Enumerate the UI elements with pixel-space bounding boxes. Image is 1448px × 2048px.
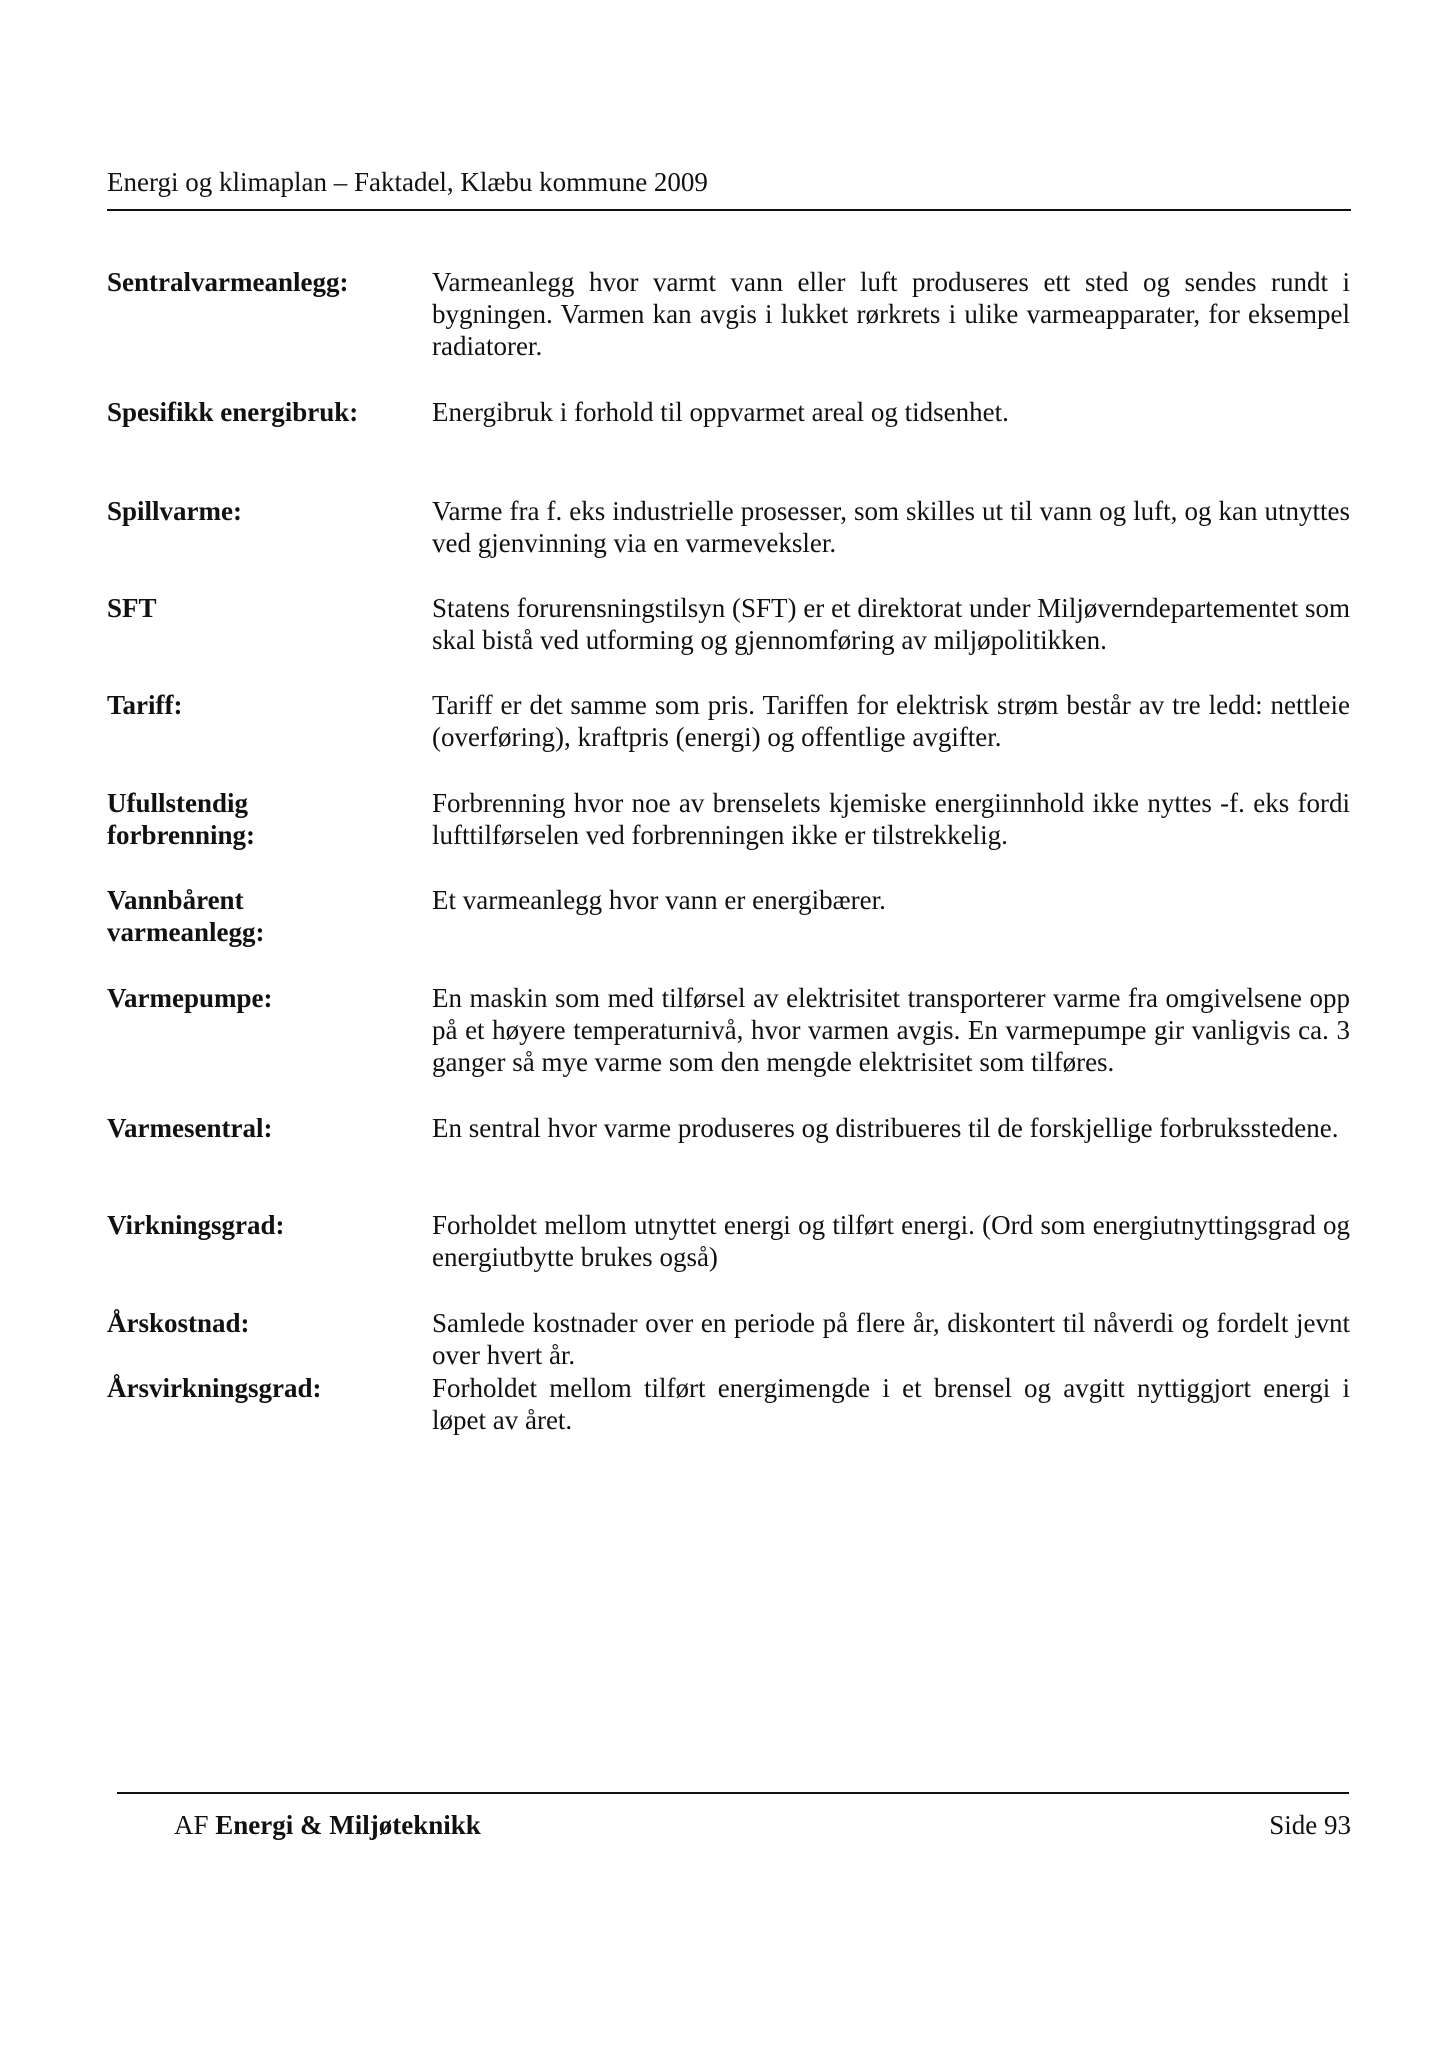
glossary-definition: Varmeanlegg hvor varmt vann eller luft produseres ett sted og sendes rundt i bygningen. Varmen kan avgis i lukket rørkrets i ulike varmeapparater, for eksempel radiatorer. <box>432 267 1350 361</box>
glossary-term: Tariff: <box>107 690 183 720</box>
glossary-term: Virkningsgrad: <box>107 1210 285 1240</box>
glossary-term: Årskostnad: <box>107 1308 250 1338</box>
glossary-definition: Energibruk i forhold til oppvarmet areal og tidsenhet. <box>432 397 1009 427</box>
glossary-term: Varmepumpe: <box>107 983 273 1013</box>
glossary-term: Ufullstendig forbrenning: <box>107 788 256 850</box>
glossary-definition: Statens forurensningstilsyn (SFT) er et direktorat under Miljøverndepartementet som skal bistå ved utforming og gjennomføring av miljøpolitikken. <box>432 593 1350 655</box>
glossary-term: SFT <box>107 593 157 623</box>
footer-org-name: Energi & Miljøteknikk <box>215 1810 481 1840</box>
glossary-definition: Samlede kostnader over en periode på flere år, diskontert til nåverdi og fordelt jevnt over hvert år. <box>432 1308 1350 1370</box>
header-divider <box>107 209 1351 211</box>
glossary-definition: Forholdet mellom tilført energimengde i et brensel og avgitt nyttiggjort energi i løpet av året. <box>432 1373 1350 1435</box>
glossary-term: Varmesentral: <box>107 1113 273 1143</box>
glossary-term: Spesifikk energibruk: <box>107 397 359 427</box>
footer-org-prefix: AF <box>174 1810 209 1840</box>
page-header-title: Energi og klimaplan – Faktadel, Klæbu kommune 2009 <box>107 167 708 197</box>
glossary-definition: Varme fra f. eks industrielle prosesser, som skilles ut til vann og luft, og kan utnyttes ved gjenvinning via en varmeveksler. <box>432 496 1350 558</box>
glossary-definition: Forbrenning hvor noe av brenselets kjemiske energiinnhold ikke nyttes -f. eks fordi lufttilførselen ved forbrenningen ikke er tilstrekkelig. <box>432 788 1350 850</box>
glossary-definition: Et varmeanlegg hvor vann er energibærer. <box>432 885 886 915</box>
glossary-term: Vannbårent varmeanlegg: <box>107 885 265 947</box>
glossary-definition: En maskin som med tilførsel av elektrisitet transporterer varme fra omgivelsene opp på et høyere temperaturnivå, hvor varmen avgis. En varmepumpe gir vanligvis ca. 3 ganger så mye varme som den mengde elektrisitet som tilføres. <box>432 983 1350 1077</box>
footer-divider <box>117 1792 1349 1794</box>
glossary-definition: Forholdet mellom utnyttet energi og tilført energi. (Ord som energiutnyttingsgrad og energiutbytte brukes også) <box>432 1210 1350 1272</box>
glossary-definition: En sentral hvor varme produseres og distribueres til de forskjellige forbruksstedene. <box>432 1113 1339 1143</box>
glossary-term: Sentralvarmeanlegg: <box>107 267 349 297</box>
glossary-term: Spillvarme: <box>107 496 242 526</box>
page-number: Side 93 <box>1269 1810 1351 1840</box>
footer-organization <box>174 1809 481 1841</box>
glossary-definition: Tariff er det samme som pris. Tariffen for elektrisk strøm består av tre ledd: nettleie (overføring), kraftpris (energi) og offentlige avgifter. <box>432 690 1350 752</box>
glossary-term: Årsvirkningsgrad: <box>107 1373 322 1403</box>
